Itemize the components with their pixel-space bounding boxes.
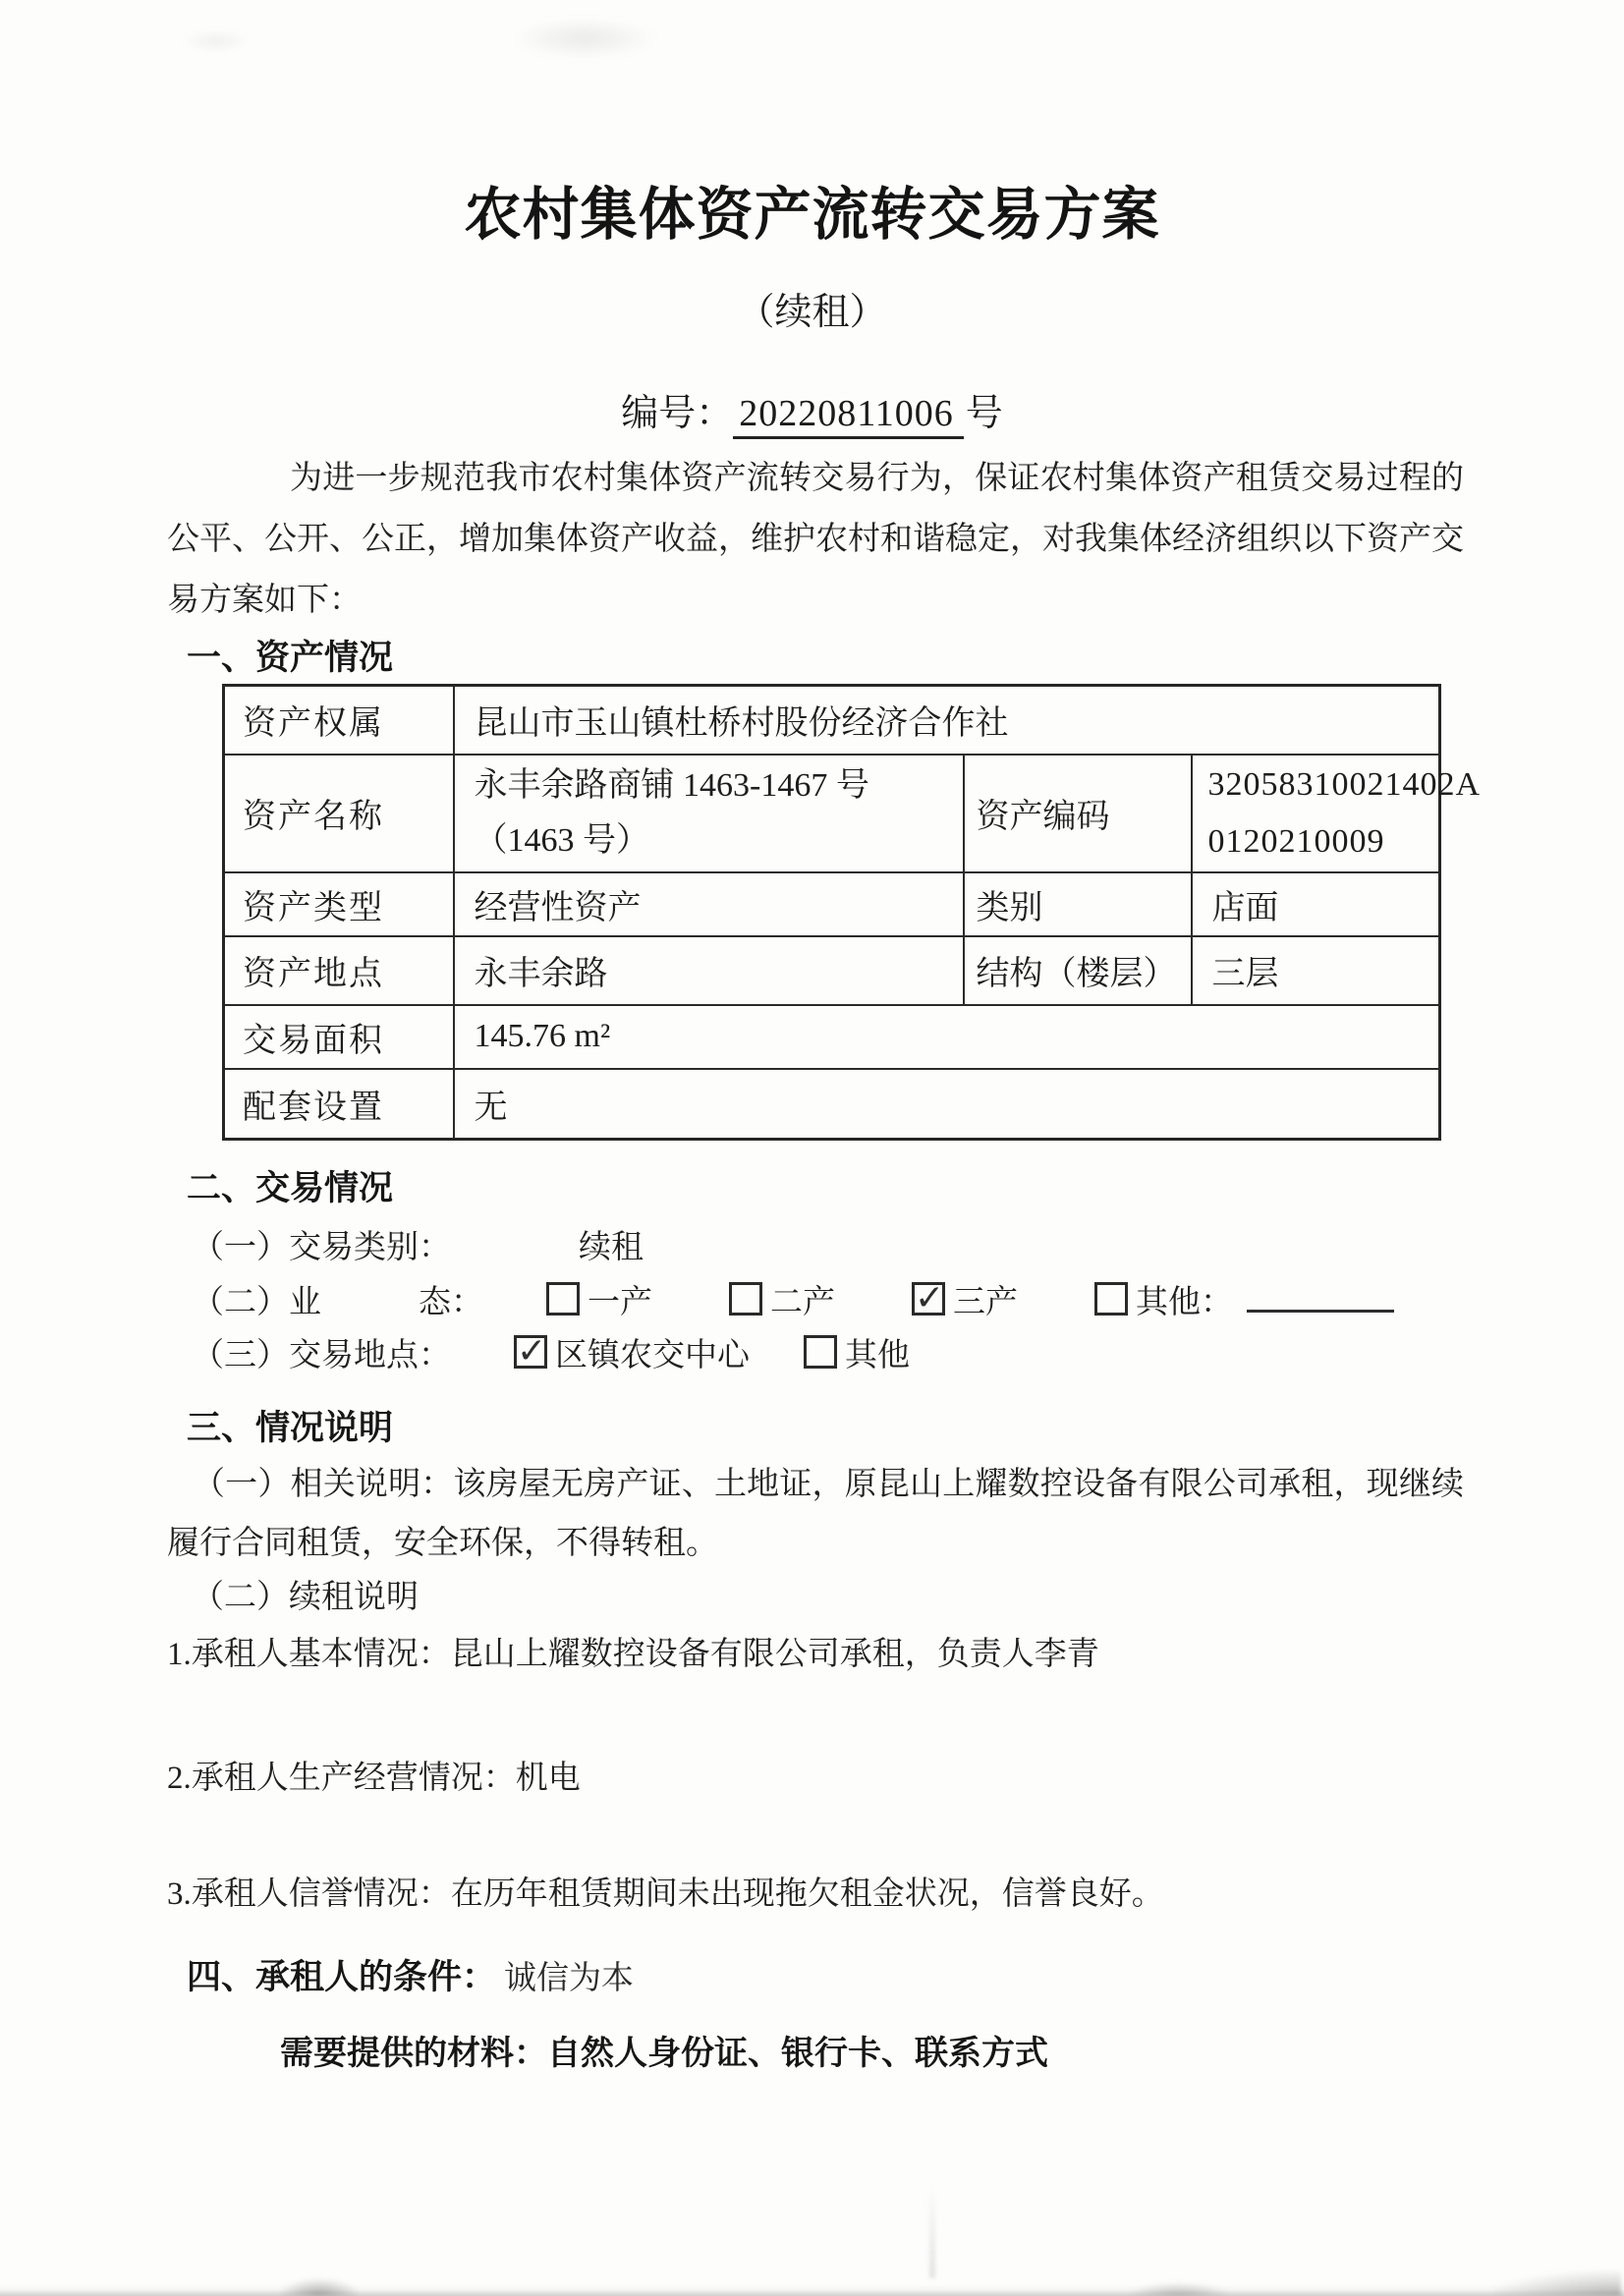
renewal-note-heading: （二）续租说明	[192, 1580, 419, 1615]
section-conditions-line	[187, 1954, 1464, 2002]
trade-type-label: （一）交易类别：	[192, 1230, 451, 1265]
table-row-name	[224, 755, 1440, 872]
option-label: 三产	[953, 1285, 1018, 1320]
scan-streak	[929, 2185, 935, 2278]
asset-name-value	[454, 755, 964, 872]
checkbox-icon	[514, 1335, 547, 1369]
option-other-industry	[1094, 1280, 1394, 1325]
option-label: 一产	[588, 1285, 652, 1320]
asset-location-label: 资产地点	[224, 936, 454, 1005]
trade-place-label: （三）交易地点：	[192, 1338, 451, 1373]
option-label: 其他	[845, 1338, 910, 1373]
tenant-credit-item: 3.承租人信誉情况：在历年租赁期间未出现拖欠租金状况，信誉良好。	[167, 1876, 1164, 1912]
asset-structure-value: 三层	[1192, 936, 1440, 1005]
materials-line: 需要提供的材料：自然人身份证、银行卡、联系方式	[280, 2035, 1048, 2072]
scan-edge-shadow	[0, 2284, 1624, 2296]
checkbox-icon	[912, 1282, 945, 1316]
intro-paragraph: 为进一步规范我市农村集体资产流转交易行为，保证农村集体资产租赁交易过程的公平、公开、公正，增加集体资产收益，维护农村和谐稳定，对我集体经济组织以下资产交易方案如下：	[167, 461, 1464, 618]
option-town-center	[514, 1333, 750, 1378]
tenant-basic-item: 1.承租人基本情况：昆山上耀数控设备有限公司承租，负责人李青	[167, 1637, 1099, 1672]
scan-smudge	[1130, 2282, 1228, 2296]
asset-location-value: 永丰余路	[454, 936, 964, 1005]
checkbox-icon	[729, 1282, 762, 1316]
asset-name-line2: （1463 号）	[474, 821, 649, 859]
table-row-area	[224, 1005, 1440, 1069]
conditions-heading: 四、承租人的条件：	[187, 1958, 497, 1996]
asset-area-label: 交易面积	[224, 1005, 454, 1069]
table-row-facilities	[224, 1069, 1440, 1140]
asset-name-label: 资产名称	[224, 755, 454, 872]
checkbox-icon	[546, 1282, 580, 1316]
subtitle: （续租）	[737, 292, 887, 333]
serial-number: 20220811006	[733, 393, 964, 439]
serial-suffix: 号	[965, 393, 1003, 434]
option-primary-industry	[546, 1280, 652, 1325]
table-row-ownership	[224, 686, 1440, 755]
asset-code-value	[1192, 755, 1482, 872]
business-form-label: （二）业 态：	[192, 1285, 483, 1320]
asset-ownership-value: 昆山市玉山镇杜桥村股份经济合作社	[454, 686, 1440, 755]
conditions-value: 诚信为本	[504, 1961, 635, 1996]
asset-type-label: 资产类型	[224, 872, 454, 936]
trade-type-value: 续租	[579, 1230, 644, 1265]
serial-label: 编号：	[621, 393, 734, 434]
asset-area-value: 145.76 m²	[454, 1005, 1440, 1069]
checkbox-icon	[804, 1335, 837, 1369]
trade-place-line	[192, 1333, 1464, 1378]
scan-smudge	[511, 18, 658, 59]
asset-category-label: 类别	[964, 872, 1192, 936]
related-note: （一）相关说明：该房屋无房产证、土地证，原昆山上耀数控设备有限公司承租，现继续履行合同租赁，安全环保，不得转租。	[167, 1467, 1464, 1561]
section-asset-heading: 一、资产情况	[187, 639, 394, 677]
asset-code-line1: 32058310021402A	[1207, 765, 1482, 803]
asset-name-line1: 永丰余路商铺 1463-1467 号	[474, 766, 869, 804]
asset-type-value: 经营性资产	[454, 872, 964, 936]
asset-code-line2: 0120210009	[1207, 822, 1385, 860]
trade-type-line	[192, 1225, 1464, 1270]
checkbox-icon	[1094, 1282, 1128, 1316]
option-tertiary-industry	[912, 1280, 1018, 1325]
scan-smudge	[280, 2278, 359, 2296]
blank-underline	[1247, 1304, 1394, 1313]
asset-category-value: 店面	[1192, 872, 1440, 936]
business-form-line	[192, 1280, 1464, 1325]
table-row-type	[224, 872, 1440, 936]
table-row-location	[224, 936, 1440, 1005]
section-notes-heading: 三、情况说明	[187, 1409, 394, 1447]
asset-table	[222, 684, 1482, 1141]
document-body	[167, 448, 1482, 2077]
option-label: 二产	[770, 1285, 835, 1320]
option-other-place	[804, 1333, 910, 1378]
section-trade-heading: 二、交易情况	[187, 1169, 394, 1207]
scan-smudge	[182, 29, 251, 53]
asset-facilities-label: 配套设置	[224, 1069, 454, 1140]
asset-code-label: 资产编码	[964, 755, 1192, 872]
asset-structure-label: 结构（楼层）	[964, 936, 1192, 1005]
tenant-business-item: 2.承租人生产经营情况：机电	[167, 1761, 581, 1796]
asset-ownership-label: 资产权属	[224, 686, 454, 755]
option-label: 其他：	[1136, 1285, 1233, 1320]
option-label: 区镇农交中心	[555, 1338, 750, 1373]
serial-line	[0, 389, 1624, 438]
scan-smudge	[1493, 2270, 1621, 2296]
asset-facilities-value: 无	[454, 1069, 1440, 1140]
option-secondary-industry	[729, 1280, 835, 1325]
page-title: 农村集体资产流转交易方案	[464, 183, 1160, 247]
